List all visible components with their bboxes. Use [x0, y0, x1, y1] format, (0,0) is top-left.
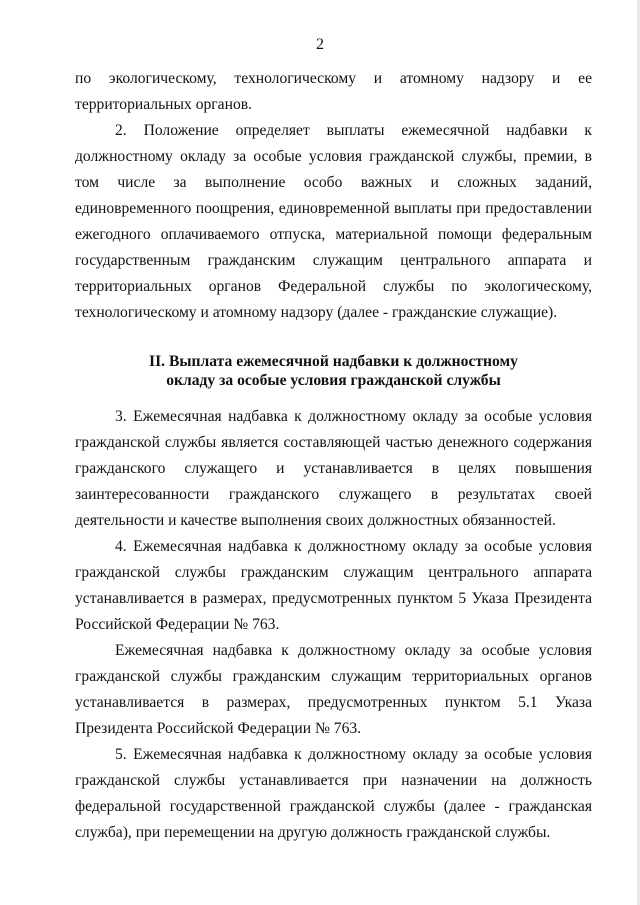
page-number: 2: [316, 36, 324, 53]
section-heading-line-1: II. Выплата ежемесячной надбавки к должностному: [149, 353, 518, 370]
document-body: [75, 66, 592, 846]
section-heading: [75, 352, 592, 390]
paragraph-3: 3. Ежемесячная надбавка к должностному окладу за особые условия гражданской службы является составляющей частью денежного содержания гражданского служащего и устанавливается в целях повышения заинтересованности гражданского служащего в результатах своей деятельности и качестве выполнения своих должностных обязанностей.: [75, 408, 592, 529]
paragraph-2: 2. Положение определяет выплаты ежемесячной надбавки к должностному окладу за особые условия гражданской службы, премии, в том числе за выполнение особо важных и сложных заданий, единовременного поощрения, единовременной выплаты при предоставлении ежегодного оплачиваемого отпуска, материальной помощи федеральным государственным гражданским служащим центрального аппарата и территориальных органов Федеральной службы по экологическому, технологическому и атомному надзору (далее - гражданские служащие).: [75, 122, 592, 321]
paragraph-4: 4. Ежемесячная надбавка к должностному окладу за особые условия гражданской службы гражданским служащим центрального аппарата устанавливается в размерах, предусмотренных пунктом 5 Указа Президента Российской Федерации № 763.: [75, 538, 592, 633]
paragraph-5: 5. Ежемесячная надбавка к должностному окладу за особые условия гражданской службы устанавливается при назначении на должность федеральной государственной гражданской службы (далее - гражданская служба), при перемещении на другую должность гражданской службы.: [75, 746, 592, 841]
paragraph-4-territorial: Ежемесячная надбавка к должностному окладу за особые условия гражданской службы гражданским служащим территориальных органов устанавливается в размерах, предусмотренных пунктом 5.1 Указа Президента Российской Федерации № 763.: [75, 642, 592, 737]
paragraph-continued: по экологическому, технологическому и атомному надзору и ее территориальных органов.: [75, 70, 592, 113]
section-heading-line-2: окладу за особые условия гражданской службы: [166, 372, 501, 389]
